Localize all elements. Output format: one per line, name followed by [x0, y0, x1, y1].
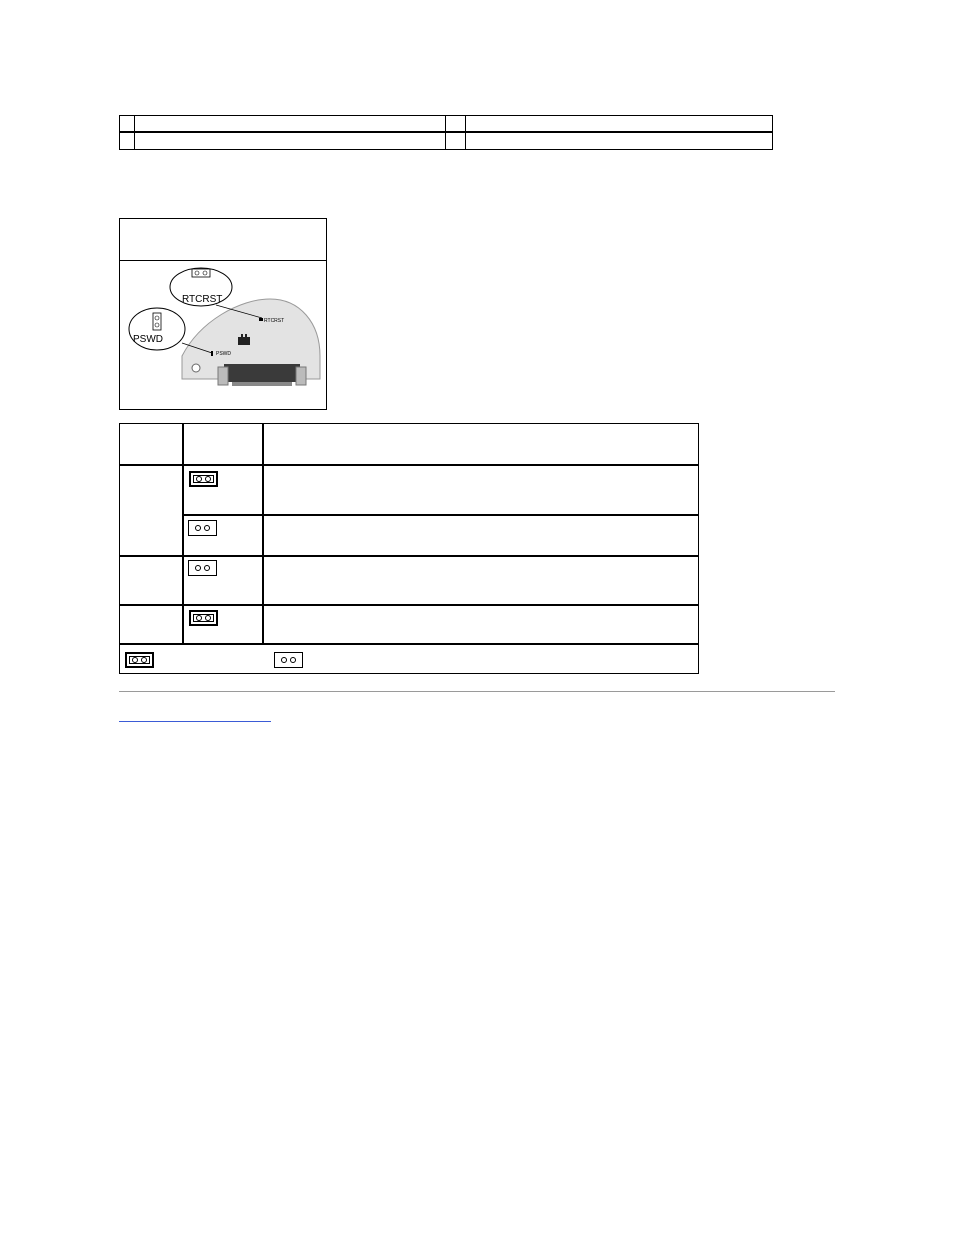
board-label-pswd: PSWD	[216, 351, 231, 357]
top-table	[119, 115, 773, 150]
row-divider	[182, 515, 698, 516]
callout-rtcrst: RTCRST	[182, 294, 223, 305]
top-table-col-divider	[445, 116, 446, 149]
jumper-settings-table	[119, 423, 699, 674]
legend-unjumpered-icon	[274, 652, 303, 668]
jumpered-icon	[189, 471, 218, 487]
col-divider	[183, 424, 184, 643]
board-label-rtcrst: RTCRST	[264, 318, 285, 324]
col-divider	[263, 424, 264, 643]
callout-pswd: PSWD	[133, 334, 163, 345]
jumper-location-figure	[119, 218, 327, 410]
back-to-contents-link[interactable]	[119, 708, 271, 722]
unjumpered-icon	[188, 520, 217, 536]
row-divider	[120, 556, 698, 557]
horizontal-rule	[119, 691, 835, 692]
top-table-col-divider	[465, 116, 466, 149]
jumpered-icon	[189, 610, 218, 626]
row-divider	[120, 605, 698, 606]
unjumpered-icon	[188, 560, 217, 576]
top-table-row-divider-2	[120, 132, 772, 133]
top-table-col-divider	[134, 116, 135, 149]
row-divider	[120, 465, 698, 466]
system-board-illustration	[120, 261, 326, 409]
row-divider	[120, 644, 698, 645]
legend-jumpered-icon	[125, 652, 154, 668]
